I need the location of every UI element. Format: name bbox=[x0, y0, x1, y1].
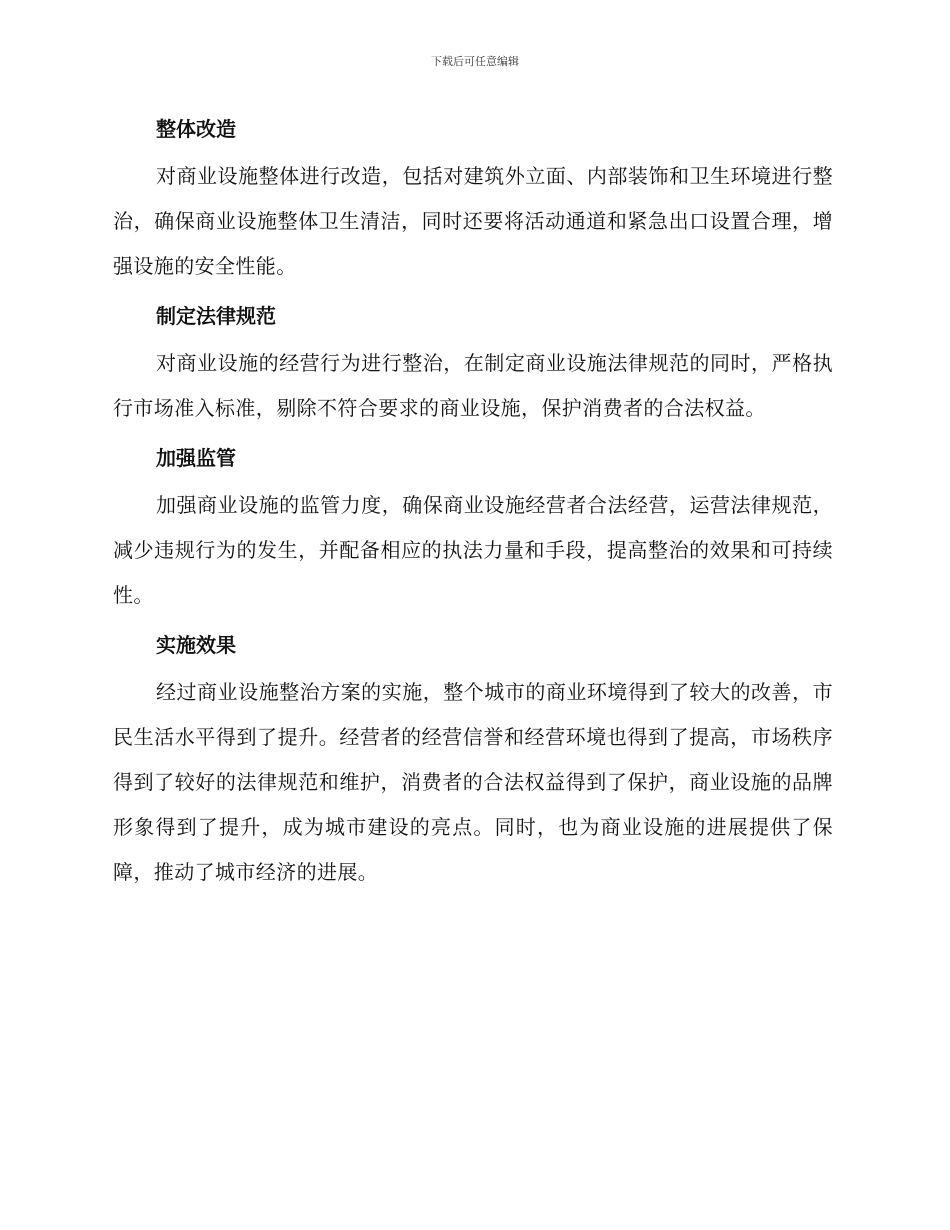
section-implementation-effect bbox=[113, 628, 833, 895]
section-overall-renovation bbox=[113, 112, 833, 289]
section-heading: 制定法律规范 bbox=[156, 304, 276, 328]
section-heading: 实施效果 bbox=[156, 633, 236, 657]
section-heading: 加强监管 bbox=[156, 446, 236, 470]
section-legal-norms bbox=[113, 299, 833, 431]
page-header: 下载后可任意编辑 bbox=[431, 55, 519, 68]
section-paragraph: 加强商业设施的监管力度，确保商业设施经营者合法经营，运营法律规范，减少违规行为的发生，并配备相应的执法力量和手段，提高整治的效果和可持续性。 bbox=[113, 493, 833, 607]
section-paragraph: 经过商业设施整治方案的实施，整个城市的商业环境得到了较大的改善，市民生活水平得到了提升。经营者的经营信誉和经营环境也得到了提高，市场秩序得到了较好的法律规范和维护，消费者的合法权益得到了保护，商业设施的品牌形象得到了提升，成为城市建设的亮点。同时，也为商业设施的进展提供了保障，推动了城市经济的进展。 bbox=[113, 680, 833, 884]
section-heading: 整体改造 bbox=[156, 117, 236, 141]
section-supervision bbox=[113, 441, 833, 618]
section-paragraph: 对商业设施的经营行为进行整治，在制定商业设施法律规范的同时，严格执行市场准入标准，剔除不符合要求的商业设施，保护消费者的合法权益。 bbox=[113, 351, 833, 420]
section-paragraph: 对商业设施整体进行改造，包括对建筑外立面、内部装饰和卫生环境进行整治，确保商业设施整体卫生清洁，同时还要将活动通道和紧急出口设置合理，增强设施的安全性能。 bbox=[113, 164, 833, 278]
document-content bbox=[113, 112, 833, 905]
